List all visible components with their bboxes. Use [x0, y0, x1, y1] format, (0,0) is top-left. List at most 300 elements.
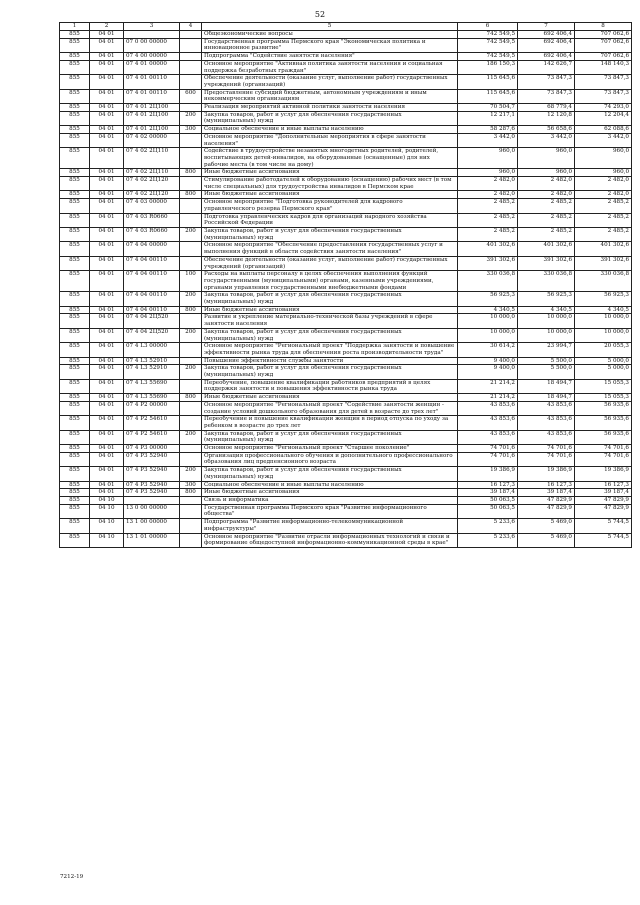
ministry-code: 855: [60, 401, 90, 415]
column-header: 4: [180, 23, 202, 31]
table-row: [60, 111, 632, 125]
amount-year-2: 47 829,9: [518, 497, 575, 505]
ministry-code: 855: [60, 227, 90, 241]
expense-type-code: 300: [180, 126, 202, 134]
expense-type-code: 800: [180, 306, 202, 314]
target-article-code: 07 4 02 2Ц120: [124, 191, 180, 199]
item-name: Иные бюджетные ассигнования: [202, 306, 458, 314]
target-article-code: 07 4 03 R0660: [124, 227, 180, 241]
ministry-code: 855: [60, 38, 90, 52]
amount-year-2: 47 829,9: [518, 504, 575, 518]
amount-year-1: 2 485,2: [458, 213, 518, 227]
item-name: Закупка товаров, работ и услуг для обеспечения государственных (муниципальных) нужд: [202, 292, 458, 306]
item-name: Основное мероприятие "Региональный проект "Старшее поколение": [202, 445, 458, 453]
item-name: Социальное обеспечение и иные выплаты населению: [202, 481, 458, 489]
expense-type-code: [180, 256, 202, 270]
amount-year-1: 2 485,2: [458, 199, 518, 213]
expense-type-code: [180, 519, 202, 533]
amount-year-1: 16 127,3: [458, 481, 518, 489]
table-row: [60, 533, 632, 547]
table-row: [60, 314, 632, 328]
amount-year-3: 707 062,6: [575, 31, 632, 39]
amount-year-3: 2 482,0: [575, 177, 632, 191]
amount-year-2: 2 485,2: [518, 213, 575, 227]
table-row: [60, 75, 632, 89]
table-row: [60, 365, 632, 379]
amount-year-2: 960,0: [518, 148, 575, 169]
table-row: [60, 104, 632, 112]
table-row: [60, 38, 632, 52]
expense-type-code: [180, 416, 202, 430]
amount-year-3: 148 140,3: [575, 60, 632, 74]
table-row: [60, 242, 632, 256]
target-article-code: 07 4 02 00000: [124, 133, 180, 147]
amount-year-1: 70 504,7: [458, 104, 518, 112]
target-article-code: 07 4 01 2Ц100: [124, 111, 180, 125]
item-name: Закупка товаров, работ и услуг для обеспечения государственных (муниципальных) нужд: [202, 430, 458, 444]
ministry-code: 855: [60, 328, 90, 342]
table-row: [60, 89, 632, 103]
ministry-code: 855: [60, 271, 90, 292]
expense-type-code: [180, 60, 202, 74]
item-name: Государственная программа Пермского края "Развитие информационного общества": [202, 504, 458, 518]
target-article-code: 07 4 04 2Ц520: [124, 328, 180, 342]
amount-year-2: 2 482,0: [518, 191, 575, 199]
amount-year-1: 2 482,0: [458, 191, 518, 199]
amount-year-1: 960,0: [458, 169, 518, 177]
ministry-code: 855: [60, 504, 90, 518]
item-name: Иные бюджетные ассигнования: [202, 191, 458, 199]
amount-year-3: 5 000,0: [575, 365, 632, 379]
expense-type-code: [180, 75, 202, 89]
amount-year-3: 12 204,4: [575, 111, 632, 125]
amount-year-1: 742 549,5: [458, 53, 518, 61]
expense-type-code: [180, 31, 202, 39]
ministry-code: 855: [60, 497, 90, 505]
section-code: 04 01: [90, 169, 124, 177]
ministry-code: 855: [60, 314, 90, 328]
expense-type-code: 800: [180, 169, 202, 177]
amount-year-2: 5 469,0: [518, 519, 575, 533]
amount-year-1: 4 340,5: [458, 306, 518, 314]
amount-year-3: 56 935,6: [575, 416, 632, 430]
amount-year-1: 50 063,5: [458, 497, 518, 505]
ministry-code: 855: [60, 343, 90, 357]
amount-year-1: 10 000,0: [458, 328, 518, 342]
amount-year-1: 74 701,6: [458, 445, 518, 453]
amount-year-3: 5 744,5: [575, 519, 632, 533]
section-code: 04 01: [90, 401, 124, 415]
item-name: Обеспечение деятельности (оказание услуг, выполнение работ) государственных учреждений (организаций): [202, 256, 458, 270]
target-article-code: 07 4 L3 52910: [124, 365, 180, 379]
column-header: 3: [124, 23, 180, 31]
section-code: 04 01: [90, 343, 124, 357]
expense-type-code: [180, 343, 202, 357]
ministry-code: 855: [60, 379, 90, 393]
amount-year-1: 21 214,2: [458, 379, 518, 393]
ministry-code: 855: [60, 104, 90, 112]
section-code: 04 01: [90, 416, 124, 430]
target-article-code: [124, 497, 180, 505]
amount-year-1: 21 214,2: [458, 394, 518, 402]
section-code: 04 10: [90, 504, 124, 518]
amount-year-2: 4 340,5: [518, 306, 575, 314]
amount-year-2: 43 853,6: [518, 416, 575, 430]
section-code: 04 01: [90, 365, 124, 379]
table-row: [60, 497, 632, 505]
amount-year-3: 3 442,0: [575, 133, 632, 147]
expense-type-code: [180, 53, 202, 61]
target-article-code: 07 4 04 2Ц520: [124, 314, 180, 328]
section-code: 04 01: [90, 306, 124, 314]
ministry-code: 855: [60, 169, 90, 177]
ministry-code: 855: [60, 519, 90, 533]
amount-year-3: 56 935,6: [575, 401, 632, 415]
item-name: Иные бюджетные ассигнования: [202, 169, 458, 177]
ministry-code: 855: [60, 306, 90, 314]
item-name: Закупка товаров, работ и услуг для обеспечения государственных (муниципальных) нужд: [202, 365, 458, 379]
amount-year-2: 960,0: [518, 169, 575, 177]
table-row: [60, 416, 632, 430]
target-article-code: 07 4 P2 00000: [124, 401, 180, 415]
table-row: [60, 328, 632, 342]
target-article-code: 07 4 P3 00000: [124, 445, 180, 453]
ministry-code: 855: [60, 292, 90, 306]
item-name: Реализация мероприятий активной политики занятости населения: [202, 104, 458, 112]
amount-year-2: 391 302,6: [518, 256, 575, 270]
table-row: [60, 394, 632, 402]
section-code: 04 01: [90, 328, 124, 342]
section-code: 04 01: [90, 242, 124, 256]
table-row: [60, 191, 632, 199]
expense-type-code: 200: [180, 430, 202, 444]
expense-type-code: 300: [180, 481, 202, 489]
amount-year-3: 5 000,0: [575, 357, 632, 365]
ministry-code: 855: [60, 489, 90, 497]
amount-year-1: 43 853,6: [458, 430, 518, 444]
amount-year-3: 62 088,6: [575, 126, 632, 134]
amount-year-3: 391 302,6: [575, 256, 632, 270]
target-article-code: 07 4 02 2Ц110: [124, 169, 180, 177]
amount-year-1: 401 302,6: [458, 242, 518, 256]
item-name: Социальное обеспечение и иные выплаты населению: [202, 126, 458, 134]
item-name: Связь и информатика: [202, 497, 458, 505]
amount-year-2: 74 701,6: [518, 445, 575, 453]
page-number: 52: [314, 10, 326, 19]
column-header: 8: [575, 23, 632, 31]
target-article-code: 07 4 P3 52940: [124, 467, 180, 481]
table-row: [60, 357, 632, 365]
target-article-code: 07 4 01 00000: [124, 60, 180, 74]
item-name: Расходы на выплаты персоналу в целях обеспечения выполнения функций государственными (муниципальными) органами, казенными учреждениями, органами управления государственными внебюджетными фондами: [202, 271, 458, 292]
amount-year-2: 73 847,3: [518, 75, 575, 89]
amount-year-3: 74 293,0: [575, 104, 632, 112]
ministry-code: 855: [60, 357, 90, 365]
target-article-code: 07 4 L3 52910: [124, 357, 180, 365]
expense-type-code: 200: [180, 467, 202, 481]
target-article-code: [124, 31, 180, 39]
amount-year-2: 142 626,7: [518, 60, 575, 74]
amount-year-2: 43 853,6: [518, 401, 575, 415]
amount-year-3: 74 701,6: [575, 445, 632, 453]
target-article-code: 07 4 L3 00000: [124, 343, 180, 357]
ministry-code: 855: [60, 133, 90, 147]
table-header-row: [60, 23, 632, 31]
amount-year-3: 2 485,2: [575, 213, 632, 227]
item-name: Переобучение, повышение квалификации работников предприятий в целях поддержки занятости и повышения эффективности рынка труда: [202, 379, 458, 393]
amount-year-3: 47 829,9: [575, 504, 632, 518]
item-name: Основное мероприятие "Развитие отрасли информационных технологий и связи и формирование общедоступной информационно-коммуникационной среды в крае": [202, 533, 458, 547]
amount-year-1: 30 614,2: [458, 343, 518, 357]
amount-year-3: 20 055,3: [575, 343, 632, 357]
amount-year-1: 186 150,3: [458, 60, 518, 74]
item-name: Подпрограмма "Развитие информационно-телекоммуникационной инфраструктуры": [202, 519, 458, 533]
amount-year-2: 16 127,3: [518, 481, 575, 489]
amount-year-3: 73 847,3: [575, 75, 632, 89]
item-name: Подготовка управленческих кадров для организаций народного хозяйства Российской Федерации: [202, 213, 458, 227]
column-header: 6: [458, 23, 518, 31]
target-article-code: 07 4 03 00000: [124, 199, 180, 213]
expense-type-code: [180, 242, 202, 256]
target-article-code: 13 1 00 00000: [124, 519, 180, 533]
section-code: 04 01: [90, 199, 124, 213]
expense-type-code: 200: [180, 365, 202, 379]
expense-type-code: [180, 104, 202, 112]
amount-year-2: 3 442,0: [518, 133, 575, 147]
expense-type-code: [180, 213, 202, 227]
target-article-code: 07 4 03 R0660: [124, 213, 180, 227]
item-name: Стимулирование работодателей к оборудованию (оснащению) рабочих мест (в том числе специальных) для трудоустройства инвалидов в Пермском крае: [202, 177, 458, 191]
table-row: [60, 148, 632, 169]
expense-type-code: [180, 133, 202, 147]
section-code: 04 01: [90, 148, 124, 169]
expense-type-code: [180, 199, 202, 213]
section-code: 04 01: [90, 256, 124, 270]
ministry-code: 855: [60, 177, 90, 191]
ministry-code: 855: [60, 394, 90, 402]
amount-year-1: 9 400,0: [458, 365, 518, 379]
item-name: Повышение эффективности службы занятости: [202, 357, 458, 365]
target-article-code: 07 4 04 00110: [124, 306, 180, 314]
amount-year-3: 960,0: [575, 169, 632, 177]
table-row: [60, 31, 632, 39]
ministry-code: 855: [60, 481, 90, 489]
column-header: 1: [60, 23, 90, 31]
expense-type-code: 200: [180, 111, 202, 125]
ministry-code: 855: [60, 452, 90, 466]
section-code: 04 01: [90, 89, 124, 103]
amount-year-2: 2 485,2: [518, 227, 575, 241]
amount-year-2: 43 853,6: [518, 430, 575, 444]
target-article-code: 07 4 P3 52940: [124, 489, 180, 497]
amount-year-1: 115 645,6: [458, 75, 518, 89]
amount-year-3: 330 036,8: [575, 271, 632, 292]
section-code: 04 01: [90, 271, 124, 292]
amount-year-2: 10 000,0: [518, 314, 575, 328]
column-header: 7: [518, 23, 575, 31]
amount-year-2: 68 779,4: [518, 104, 575, 112]
table-row: [60, 343, 632, 357]
amount-year-1: 50 063,5: [458, 504, 518, 518]
ministry-code: 855: [60, 365, 90, 379]
amount-year-3: 401 302,6: [575, 242, 632, 256]
ministry-code: 855: [60, 126, 90, 134]
amount-year-2: 18 494,7: [518, 379, 575, 393]
amount-year-1: 58 287,6: [458, 126, 518, 134]
ministry-code: 855: [60, 533, 90, 547]
table-row: [60, 401, 632, 415]
section-code: 04 01: [90, 227, 124, 241]
expense-type-code: 800: [180, 191, 202, 199]
table-row: [60, 169, 632, 177]
table-row: [60, 519, 632, 533]
ministry-code: 855: [60, 191, 90, 199]
target-article-code: 07 4 01 2Ц100: [124, 104, 180, 112]
amount-year-3: 73 847,3: [575, 89, 632, 103]
section-code: 04 01: [90, 38, 124, 52]
expense-type-code: 200: [180, 227, 202, 241]
expense-type-code: 200: [180, 328, 202, 342]
item-name: Организация профессионального обучения и дополнительного профессионального образования лиц предпенсионного возраста: [202, 452, 458, 466]
target-article-code: 07 4 L3 55690: [124, 394, 180, 402]
amount-year-3: 56 935,6: [575, 430, 632, 444]
ministry-code: 855: [60, 467, 90, 481]
section-code: 04 01: [90, 292, 124, 306]
target-article-code: 07 4 01 00110: [124, 89, 180, 103]
section-code: 04 01: [90, 357, 124, 365]
table-row: [60, 445, 632, 453]
ministry-code: 855: [60, 75, 90, 89]
amount-year-1: 5 233,6: [458, 519, 518, 533]
amount-year-1: 2 482,0: [458, 177, 518, 191]
column-header: 5: [202, 23, 458, 31]
amount-year-1: 960,0: [458, 148, 518, 169]
amount-year-1: 391 302,6: [458, 256, 518, 270]
amount-year-3: 5 744,5: [575, 533, 632, 547]
table-row: [60, 306, 632, 314]
section-code: 04 01: [90, 430, 124, 444]
expense-type-code: [180, 357, 202, 365]
target-article-code: 07 4 04 00000: [124, 242, 180, 256]
amount-year-2: 5 500,0: [518, 365, 575, 379]
amount-year-3: 16 127,3: [575, 481, 632, 489]
item-name: Основное мероприятие "Региональный проект "Поддержка занятости и повышение эффективности рынка труда для обеспечения роста производительности труда": [202, 343, 458, 357]
amount-year-1: 3 442,0: [458, 133, 518, 147]
table-row: [60, 60, 632, 74]
expense-type-code: [180, 452, 202, 466]
target-article-code: 07 4 01 2Ц100: [124, 126, 180, 134]
expense-type-code: [180, 38, 202, 52]
expense-type-code: 600: [180, 89, 202, 103]
target-article-code: 07 0 00 00000: [124, 38, 180, 52]
section-code: 04 01: [90, 445, 124, 453]
section-code: 04 01: [90, 481, 124, 489]
amount-year-1: 43 853,6: [458, 401, 518, 415]
item-name: Закупка товаров, работ и услуг для обеспечения государственных (муниципальных) нужд: [202, 467, 458, 481]
expense-type-code: 100: [180, 271, 202, 292]
amount-year-1: 2 485,2: [458, 227, 518, 241]
item-name: Подпрограмма "Содействие занятости населения": [202, 53, 458, 61]
amount-year-3: 15 055,3: [575, 394, 632, 402]
ministry-code: 855: [60, 199, 90, 213]
section-code: 04 10: [90, 533, 124, 547]
amount-year-3: 39 187,4: [575, 489, 632, 497]
amount-year-2: 2 485,2: [518, 199, 575, 213]
ministry-code: 855: [60, 31, 90, 39]
expense-type-code: [180, 148, 202, 169]
expense-type-code: [180, 401, 202, 415]
target-article-code: 07 4 L3 55690: [124, 379, 180, 393]
amount-year-2: 401 302,6: [518, 242, 575, 256]
item-name: Основное мероприятие "Активная политика занятости населения и социальная поддержка безработных граждан": [202, 60, 458, 74]
section-code: 04 01: [90, 467, 124, 481]
expense-type-code: [180, 504, 202, 518]
ministry-code: 855: [60, 242, 90, 256]
expense-type-code: [180, 533, 202, 547]
section-code: 04 01: [90, 213, 124, 227]
amount-year-1: 5 233,6: [458, 533, 518, 547]
section-code: 04 01: [90, 177, 124, 191]
target-article-code: 07 4 04 00110: [124, 256, 180, 270]
amount-year-1: 19 386,9: [458, 467, 518, 481]
item-name: Иные бюджетные ассигнования: [202, 489, 458, 497]
amount-year-3: 960,0: [575, 148, 632, 169]
expense-type-code: [180, 379, 202, 393]
amount-year-3: 2 482,0: [575, 191, 632, 199]
amount-year-2: 73 847,3: [518, 89, 575, 103]
amount-year-1: 74 701,6: [458, 452, 518, 466]
section-code: 04 01: [90, 104, 124, 112]
amount-year-3: 56 925,3: [575, 292, 632, 306]
table-row: [60, 256, 632, 270]
section-code: 04 10: [90, 519, 124, 533]
amount-year-3: 707 062,6: [575, 38, 632, 52]
expense-type-code: [180, 497, 202, 505]
section-code: 04 01: [90, 314, 124, 328]
ministry-code: 855: [60, 430, 90, 444]
amount-year-3: 47 829,9: [575, 497, 632, 505]
amount-year-2: 330 036,8: [518, 271, 575, 292]
table-row: [60, 379, 632, 393]
table-row: [60, 199, 632, 213]
column-header: 2: [90, 23, 124, 31]
table-row: [60, 292, 632, 306]
amount-year-3: 15 055,3: [575, 379, 632, 393]
amount-year-2: 39 187,4: [518, 489, 575, 497]
amount-year-3: 10 000,0: [575, 314, 632, 328]
amount-year-2: 23 994,7: [518, 343, 575, 357]
table-row: [60, 452, 632, 466]
target-article-code: 07 4 P3 52940: [124, 481, 180, 489]
item-name: Иные бюджетные ассигнования: [202, 394, 458, 402]
amount-year-2: 74 701,6: [518, 452, 575, 466]
section-code: 04 01: [90, 394, 124, 402]
amount-year-1: 9 400,0: [458, 357, 518, 365]
amount-year-1: 12 217,1: [458, 111, 518, 125]
table-row: [60, 126, 632, 134]
amount-year-2: 18 494,7: [518, 394, 575, 402]
section-code: 04 01: [90, 133, 124, 147]
amount-year-1: 10 000,0: [458, 314, 518, 328]
amount-year-2: 692 406,4: [518, 31, 575, 39]
section-code: 04 01: [90, 191, 124, 199]
target-article-code: 07 4 P3 52940: [124, 452, 180, 466]
section-code: 04 01: [90, 111, 124, 125]
amount-year-1: 742 549,5: [458, 38, 518, 52]
target-article-code: 13 1 01 00000: [124, 533, 180, 547]
section-code: 04 01: [90, 379, 124, 393]
table-row: [60, 481, 632, 489]
